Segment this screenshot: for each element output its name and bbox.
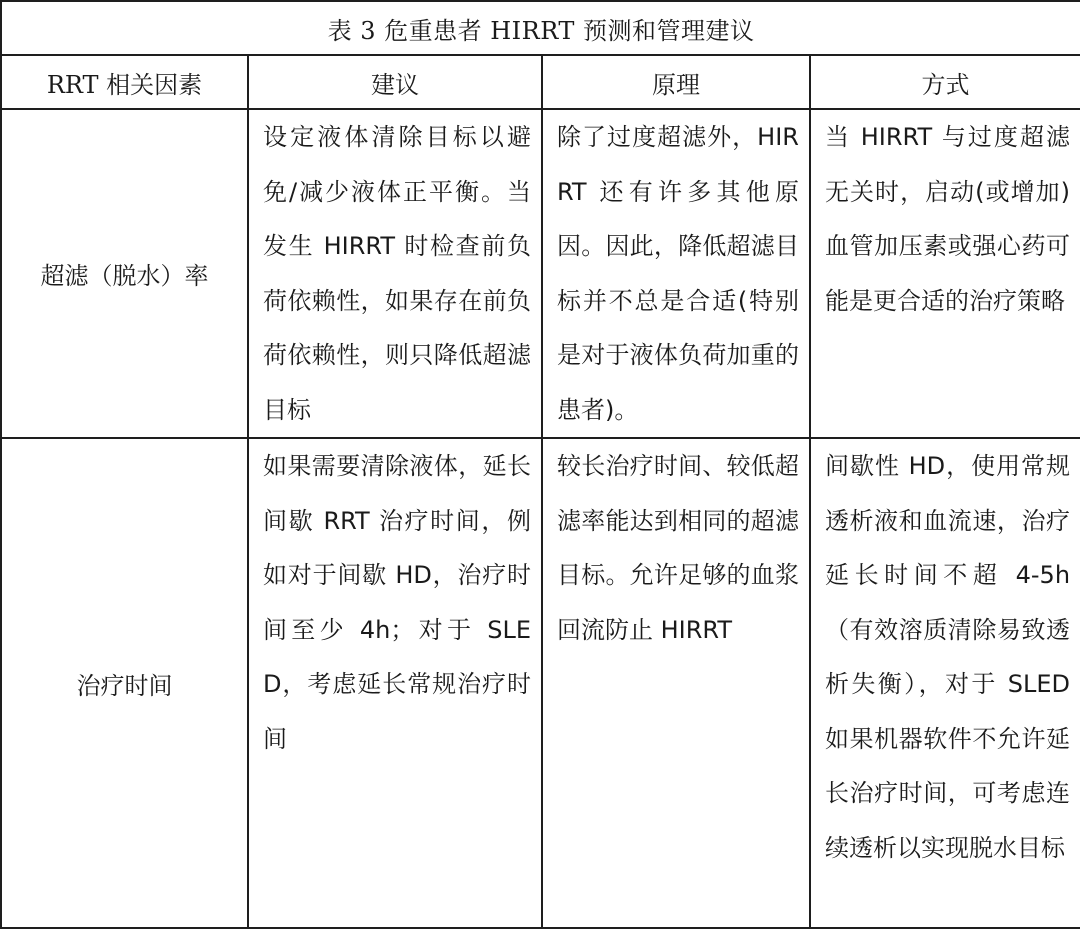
recommendation-cell (248, 109, 542, 438)
header-recommendation: 建议 (248, 55, 542, 109)
recommendation-text: 如果需要清除液体，延长间歇 RRT 治疗时间，例如对于间歇 HD，治疗时间至少 4h；对于 SLED，考虑延长常规治疗时间 (263, 452, 531, 753)
table-row (1, 109, 1080, 438)
recommendation-cell (248, 438, 542, 928)
table-title: 表 3 危重患者 HIRRT 预测和管理建议 (1, 1, 1080, 55)
method-text: 间歇性 HD，使用常规透析液和血流速，治疗延长时间不超 4-5h（有效溶质清除易致透析失衡），对于 SLED 如果机器软件不允许延长治疗时间，可考虑连续透析以实现脱水目标 (825, 452, 1071, 862)
factor-cell: 超滤（脱水）率 (1, 109, 248, 438)
header-row (1, 55, 1080, 109)
rationale-text: 除了过度超滤外，HIRRT 还有许多其他原因。因此，降低超滤目标并不总是合适(特别是对于液体负荷加重的患者)。 (557, 123, 799, 424)
method-text: 当 HIRRT 与过度超滤无关时，启动(或增加)血管加压素或强心药可能是更合适的治疗策略 (825, 123, 1071, 315)
table-row (1, 438, 1080, 928)
rationale-text: 较长治疗时间、较低超滤率能达到相同的超滤目标。允许足够的血浆回流防止 HIRRT (557, 452, 799, 644)
header-factor: RRT 相关因素 (1, 55, 248, 109)
method-cell (810, 438, 1080, 928)
header-rationale: 原理 (542, 55, 810, 109)
recommendation-text: 设定液体清除目标以避免/减少液体正平衡。当发生 HIRRT 时检查前负荷依赖性，如果存在前负荷依赖性，则只降低超滤目标 (263, 123, 531, 424)
title-row (1, 1, 1080, 55)
rationale-cell (542, 438, 810, 928)
factor-cell: 治疗时间 (1, 438, 248, 928)
method-cell (810, 109, 1080, 438)
rationale-cell (542, 109, 810, 438)
header-method: 方式 (810, 55, 1080, 109)
